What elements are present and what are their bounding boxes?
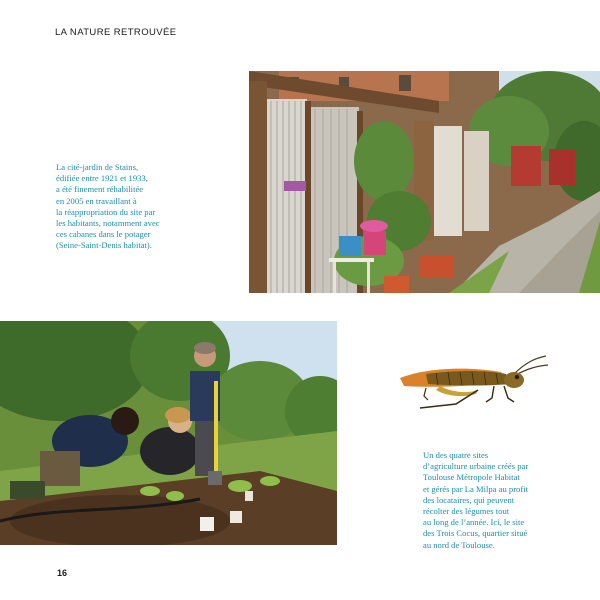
caption-urban-farming: Un des quatre sites d’agriculture urbaine créés par Toulouse Métropole Habitat et gérés par La Milpa au profit des locataires, qui peuvent récolter des légumes tout au long de l’année. Ici, le site des Trois Cocus, quartier situé au nord de Toulouse.	[423, 450, 529, 550]
running-title: LA NATURE RETROUVÉE	[55, 27, 177, 38]
page-number: 16	[57, 568, 68, 578]
grasshopper-illustration	[396, 352, 550, 412]
photo-urban-farming	[0, 321, 337, 545]
photo-garden-cabins	[249, 71, 600, 293]
caption-garden: La cité-jardin de Stains, édifiée entre 1921 et 1933, a été finement réhabilitée en 2005 en travaillant à la réappropriation du site par les habitants, notamment avec ces cabanes dans le potager (Seine-Saint-Denis habitat).	[56, 162, 160, 251]
